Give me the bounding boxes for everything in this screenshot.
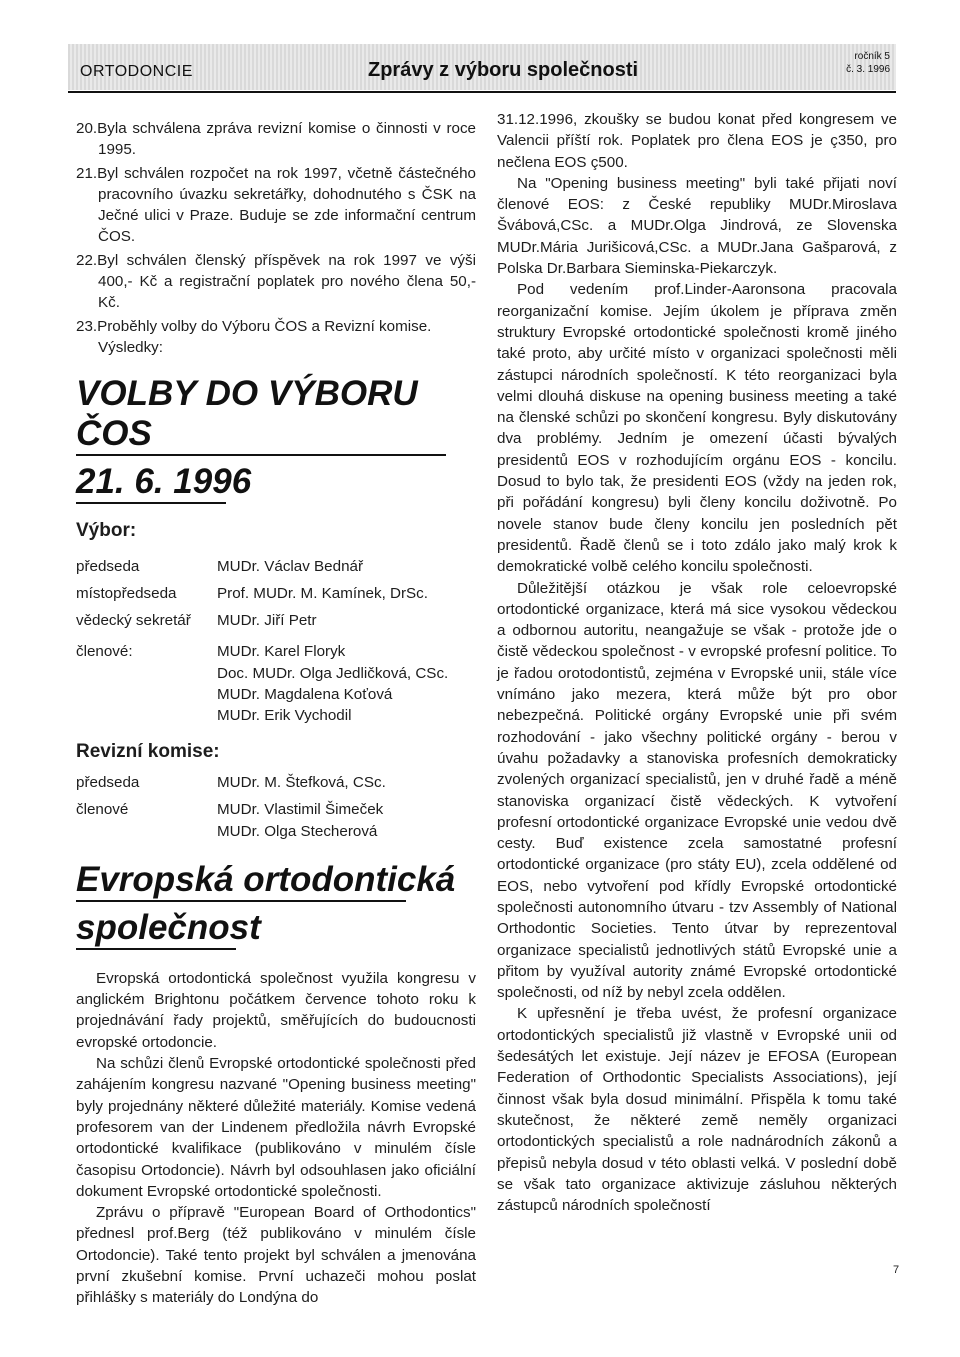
- issue-number: č. 3. 1996: [846, 64, 890, 75]
- volby-title: VOLBY DO VÝBORU ČOS: [76, 374, 418, 454]
- vybor-row: [76, 556, 476, 577]
- article-paragraph: Na "Opening business meeting" byli také přijati noví členové EOS: z České republiky MUDr.Miroslava Švábová,CSc. a MUDr.Olga Jindrová, ze Slovenska MUDr.Mária Jurišicová,CSc. a MUDr.Jana Gašparová, z Polska Dr.Barbara Sieminska-Piekarczyk.: [497, 174, 897, 278]
- member-name: MUDr. Jiří Petr: [217, 612, 317, 630]
- article-title-line2: společnost: [76, 907, 261, 947]
- role-label: místopředseda: [76, 584, 177, 602]
- article-paragraph: 31.12.1996, zkoušky se budou konat před kongresem ve Valencii příští rok. Poplatek pro člena EOS je ç350, pro nečlena EOS ç500.: [497, 111, 897, 171]
- vybor-row: [76, 641, 476, 726]
- header-band: [68, 44, 896, 90]
- article-paragraph: Pod vedením prof.Linder-Aaronsona pracovala reorganizační komise. Jejím úkolem je příprava změn struktury Evropské ortodontické společnosti kromě jiného také proto, aby určité místo v organizaci společnosti měli zástupci národních společností. K této reorganizaci byla velmi dlouhá diskuse na opening business meeting a také na členské schůzi po skončení kongresu. Byly diskutovány dva problémy. Jedním je omezení účasti bývalých presidentů EOS v rozhodujícím orgánu EOS - koncilu. Dosud to bylo tak, že presidenti EOS (vždy na jeden rok, při pořádání kongresu) byli členy koncilu doživotně. Po novele stanov bude členy koncilu jen posledních pět presidentů. Řadě členů se i toto zdálo jako malý krok k demokratické volbě celého koncilu společnosti.: [497, 281, 897, 576]
- article-title-line1: Evropská ortodontická: [76, 859, 456, 899]
- member-name: MUDr. Vlastimil Šimeček: [217, 801, 384, 819]
- member-name: MUDr. Karel Floryk: [217, 643, 346, 661]
- member-name: Prof. MUDr. M. Kamínek, DrSc.: [217, 584, 428, 602]
- member-name: MUDr. Olga Stecherová: [217, 822, 378, 840]
- volby-date: 21. 6. 1996: [76, 462, 252, 502]
- item-20: 20.Byla schválena zpráva revizní komise o činnosti v roce 1995.: [76, 120, 476, 159]
- journal-name: ORTODONCIE: [80, 63, 193, 80]
- vybor-heading: Výbor:: [76, 520, 137, 542]
- role-label: předseda: [76, 557, 140, 575]
- revizni-heading: Revizní komise:: [76, 740, 220, 762]
- role-label: vědecký sekretář: [76, 612, 191, 630]
- article-title-rule-1: [76, 900, 406, 902]
- member-name: MUDr. Erik Vychodil: [217, 707, 352, 725]
- article-paragraph: K upřesnění je třeba uvést, že profesní organizace ortodontických specialistů již vlastně v Evropské unii od šedesátých let existuje. Její název je EFOSA (European Federation of Orthodontic Specialists Associations), její činnost však byla dosud minimální. Přispěla k tomu také skutečnost, že některé země neměly organizaci ortodontických specialistů a role nadnárodních zákonů a přepisů nebyla dosud v této oblasti velká. V poslední době se však tato organizace aktivizuje zásluhou některých zástupců národních společností: [497, 1005, 897, 1215]
- revizni-row: [76, 799, 476, 842]
- left-column: [76, 118, 476, 1309]
- member-name: MUDr. M. Štefková, CSc.: [217, 773, 386, 791]
- right-column: [497, 109, 897, 1216]
- issue-info: [846, 50, 890, 76]
- role-label: členové:: [76, 643, 133, 661]
- member-name: MUDr. Magdalena Koťová: [217, 686, 393, 704]
- role-label: členové: [76, 801, 129, 819]
- item-23: 23.Proběhly volby do Výboru ČOS a Revizní komise. Výsledky:: [76, 317, 432, 356]
- article-paragraph: Důležitější otázkou je však role celoevropské ortodontické organizace, která má sice vysokou vědeckou a odbornou autoritu, neangažuje se však - protože jde o čistě vědeckou společnost - v evropské profesní politice. To je řadou orotodontistů, zejména v Evropské unii, stále více vnímáno jako mezera, která může být pro obor nebezpečná. Politické orgány Evropské unie při svém rozhodování - jako všechny politické orgány - berou v úvahu požadavky a stanoviska profesních demokraticky zvolených organizací specialistů, jen v druhé řadě a méně stanoviska organizací čistě vědeckých. K vytvoření profesní ortodontické organizace Evropské unie vedou dvě cesty. Buď existence zcela samostatné profesní ortodontické organizace (pro státy EU), zcela oddělené od EOS, nebo vytvoření pod křídly Evropské ortodontické společnosti autonomního útvaru - tzv Assembly of National Orthodontic Societies. Tento útvar by reprezentoval organizace specialistů jednotlivých států Evropské unie a přitom by využíval autority známé Evropské ortodontické společnosti, od níž by nebyl zcela oddělen.: [497, 579, 897, 1002]
- revizni-row: [76, 772, 476, 793]
- member-name: MUDr. Václav Bednář: [217, 557, 364, 575]
- item-21: 21.Byl schválen rozpočet na rok 1997, včetně částečného pracovního úvazku sekretářky, dohodnutého s ČSK na Ječné ulici v Praze. Buduje se zde informační centrum ČOS.: [76, 164, 476, 246]
- article-paragraph: Zprávu o přípravě "European Board of Orthodontics" přednesl prof.Berg (též publikováno v minulém čísle Ortodoncie). Také tento projekt byl schválen a jmenována první zkušební komise. První uchazeči mohou poslat přihlášky s materiály do Londýna do: [76, 1204, 476, 1307]
- issue-volume: ročník 5: [854, 51, 890, 62]
- volby-title-rule: [76, 454, 446, 456]
- section-title: Zprávy z výboru společnosti: [368, 59, 639, 81]
- member-name: Doc. MUDr. Olga Jedličková, CSc.: [217, 664, 449, 682]
- vybor-row: [76, 610, 476, 631]
- article-paragraph: Na schůzi členů Evropské ortodontické společnosti před zahájením kongresu nazvané "Opening business meeting" byly projednány některé důležité materiály. Komise vedená profesorem van der Lindenem předložila návrh Evropské ortodontické kvalifikace (publikováno v minulém čísle časopisu Ortodoncie). Návrh byl odsouhlasen jako oficiální dokument Evropské ortodontické společnosti.: [76, 1055, 476, 1200]
- vybor-row: [76, 583, 476, 604]
- page-number: 7: [893, 1264, 900, 1276]
- role-label: předseda: [76, 773, 140, 791]
- item-22: 22.Byl schválen členský příspěvek na rok 1997 ve výši 400,- Kč a registrační poplatek pro nového člena 50,- Kč.: [76, 251, 476, 312]
- header-rule: [68, 91, 896, 93]
- article-paragraph: Evropská ortodontická společnost využila kongresu v anglickém Brightonu počátkem července tohoto roku k projednávání řady projektů, směřujících do budoucnosti evropské ortodoncie.: [76, 969, 476, 1051]
